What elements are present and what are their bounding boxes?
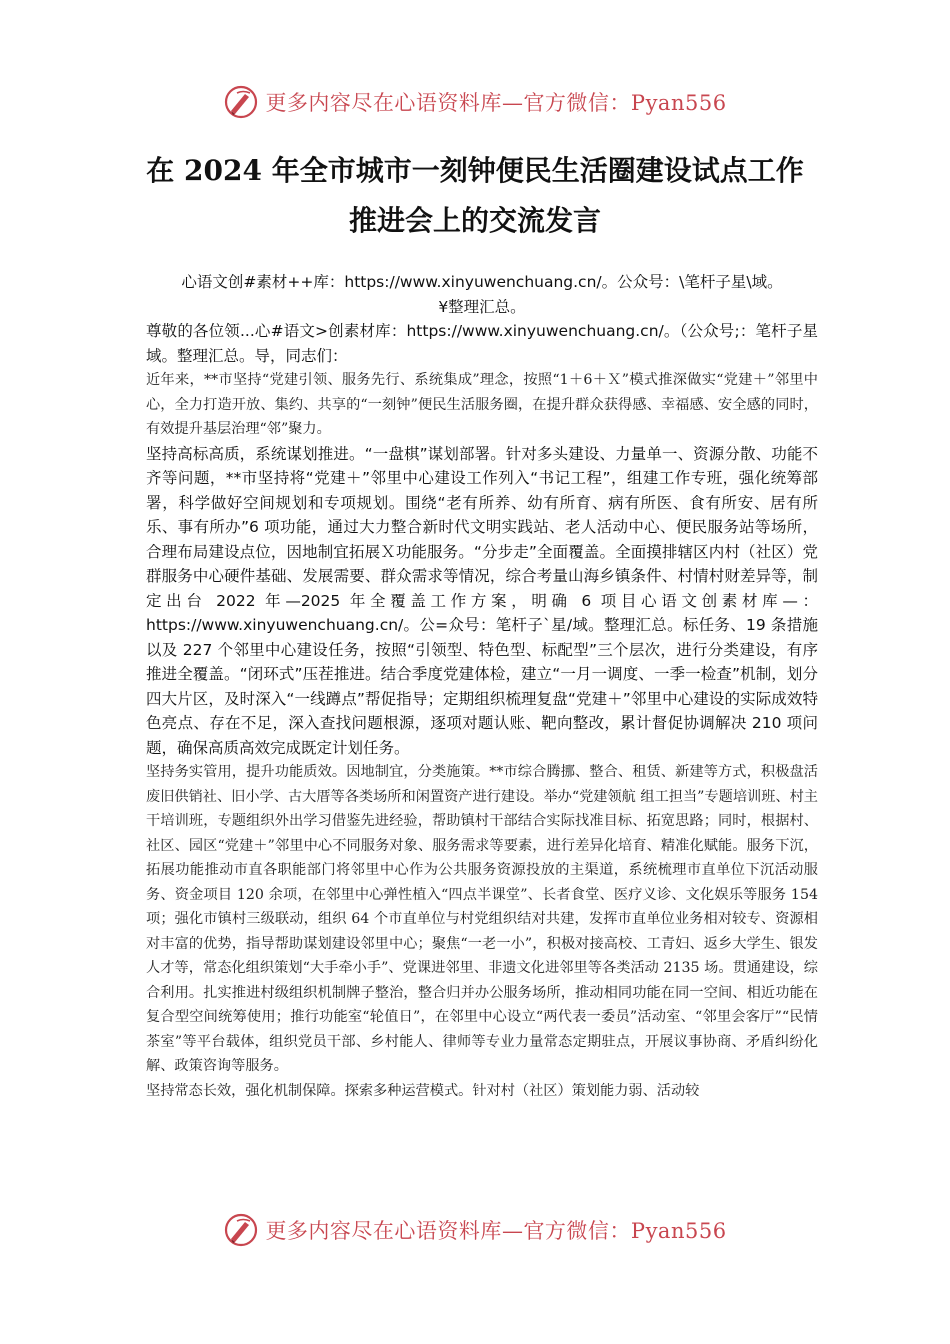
pen-logo-icon <box>223 84 259 120</box>
title-line-2: 推进会上的交流发言 <box>348 204 601 237</box>
banner-text-tail: 官方微信：Pyan556 <box>523 1219 727 1243</box>
banner-text-main: 更多内容尽在心语资料库 <box>265 91 502 115</box>
intro-line-2: ¥整理汇总。 <box>438 297 526 316</box>
greeting-paragraph: 尊敬的各位领...心#语文>创素材库：https://www.xinyuwenchuang.cn/。（公众号;：笔杆子星域。整理汇总。导，同志们： <box>146 322 818 365</box>
header-watermark-banner <box>0 80 950 124</box>
paragraph-4: 坚持常态长效，强化机制保障。探索多种运营模式。针对村（社区）策划能力弱、活动较 <box>146 1082 700 1099</box>
banner-text-main: 更多内容尽在心语资料库 <box>265 1219 502 1243</box>
pen-logo-icon <box>223 1212 259 1248</box>
title-line-1: 在 2024 年全市城市一刻钟便民生活圈建设试点工作 <box>146 154 804 187</box>
document-title <box>0 146 950 246</box>
paragraph-2: 坚持高标高质，系统谋划推进。“一盘棋”谋划部署。针对多头建设、力量单一、资源分散、功能不齐等问题，**市坚持将“党建＋”邻里中心建设工作列入“书记工程”，组建工作专班，强化统筹部署，科学做好空间规划和专项规划。围绕“老有所养、幼有所育、病有所医、食有所安、居有所乐、事有所办”6 项功能，通过大力整合新时代文明实践站、老人活动中心、便民服务站等场所，合理布局建设点位，因地制宜拓展Ｘ功能服务。“分步走”全面覆盖。全面摸排辖区内村（社区）党群服务中心硬件基础、发展需要、群众需求等情况，综合考量山海乡镇条件、村情村财差异等，制定出台 2022 年—2025 年全覆盖工作方案，明确 6 项目心语文创素材库—：https://www.xinyuwenchuang.cn/。公=众号：笔杆子`星/域。整理汇总。标任务、19 条措施以及 227 个邻里中心建设任务，按照“引领型、特色型、标配型”三个层次，进行分类建设，有序推进全覆盖。“闭环式”压茬推进。结合季度党建体检，建立“一月一调度、一季一检查”机制，划分四大片区，及时深入“一线蹲点”帮促指导；定期组织梳理复盘“党建＋”邻里中心建设的实际成效特色亮点、存在不足，深入查找问题根源，逐项对题认账、靶向整改，累计督促协调解决 210 项问题，确保高质高效完成既定计划任务。 <box>146 444 818 757</box>
document-body <box>146 270 818 1103</box>
intro-line-1: 心语文创#素材++库：https://www.xinyuwenchuang.cn/。公众号：\笔杆子星\域。 <box>181 273 783 291</box>
banner-text-tail: 官方微信：Pyan556 <box>523 91 727 115</box>
banner-text <box>265 87 726 117</box>
paragraph-1: 近年来，**市坚持“党建引领、服务先行、系统集成”理念，按照“1＋6＋Ｘ”模式推深做实“党建＋”邻里中心，全力打造开放、集约、共享的“一刻钟”便民生活服务圈，在提升群众获得感、幸福感、安全感的同时，有效提升基层治理“邻”聚力。 <box>146 372 818 437</box>
banner-text-dash: — <box>501 1219 524 1243</box>
banner-text <box>265 1215 726 1245</box>
banner-text-dash: — <box>501 91 524 115</box>
footer-watermark-banner <box>0 1208 950 1252</box>
paragraph-3: 坚持务实管用，提升功能质效。因地制宜，分类施策。**市综合腾挪、整合、租赁、新建等方式，积极盘活废旧供销社、旧小学、古大厝等各类场所和闲置资产进行建设。举办“党建领航 组工担当”专题培训班、村主干培训班，专题组织外出学习借鉴先进经验，帮助镇村干部结合实际找准目标、拓宽思路；同时，根据村、社区、园区“党建＋”邻里中心不同服务对象、服务需求等要素，进行差异化培育、精准化赋能。服务下沉，拓展功能推动市直各职能部门将邻里中心作为公共服务资源投放的主渠道，系统梳理市直单位下沉活动服务、资金项目 120 余项，在邻里中心弹性植入“四点半课堂”、长者食堂、医疗义诊、文化娱乐等服务 154 项；强化市镇村三级联动，组织 64 个市直单位与村党组织结对共建，发挥市直单位业务相对较专、资源相对丰富的优势，指导帮助谋划建设邻里中心；聚焦“一老一小”，积极对接高校、工青妇、返乡大学生、银发人才等，常态化组织策划“大手牵小手”、党课进邻里、非遗文化进邻里等各类活动 2135 场。贯通建设，综合利用。扎实推进村级组织机制牌子整治，整合归并办公服务场所，推动相同功能在同一空间、相近功能在复合型空间统筹使用；推行功能室“轮值日”，在邻里中心设立“两代表一委员”活动室、“邻里会客厅”“民情茶室”等平台载体，组织党员干部、乡村能人、律师等专业力量常态定期驻点，开展议事协商、矛盾纠纷化解、政策咨询等服务。 <box>146 764 818 1074</box>
